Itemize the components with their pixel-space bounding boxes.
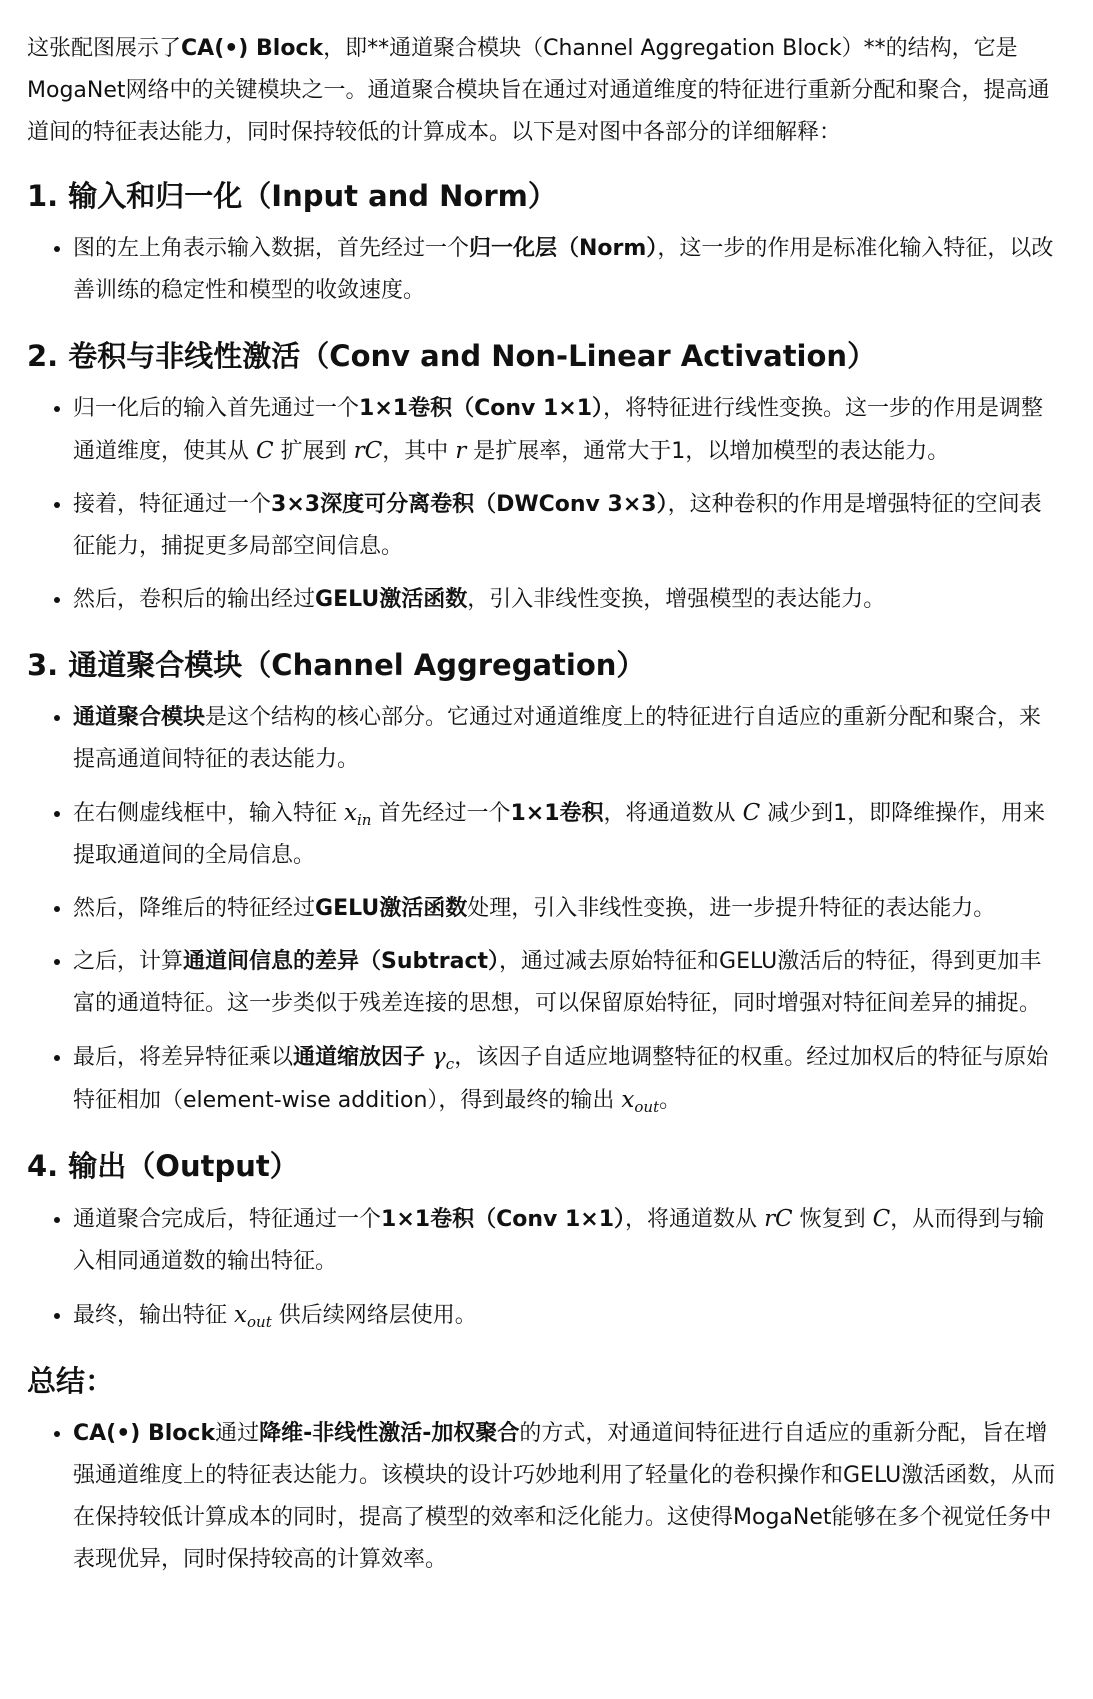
summary-list — [27, 1413, 1057, 1581]
math-symbol: C — [256, 438, 274, 464]
section-heading-conv-activation: 2. 卷积与非线性激活（Conv and Non-Linear Activation） — [27, 339, 877, 373]
item-text: 通道聚合完成后，特征通过一个 — [73, 1207, 382, 1232]
math-base: x — [234, 1302, 247, 1328]
item-text: 之后，计算 — [73, 949, 184, 974]
item-text: 。 — [659, 1088, 682, 1113]
item-text: 恢复到 — [799, 1207, 866, 1232]
section-heading-channel-aggregation: 3. 通道聚合模块（Channel Aggregation） — [27, 648, 646, 682]
item-bold-term: 1×1卷积 — [510, 801, 604, 826]
section-list-output — [27, 1198, 1057, 1337]
item-text: 通过 — [215, 1421, 260, 1446]
section-list-conv-activation — [27, 388, 1057, 621]
item-text: ，将通道数从 — [603, 801, 736, 826]
item-text: ，引入非线性变换，增强模型的表达能力。 — [467, 587, 886, 612]
item-text: 最终，输出特征 — [73, 1303, 228, 1328]
section-list-channel-aggregation — [27, 697, 1057, 1122]
list-item — [73, 792, 1057, 877]
intro-paragraph — [27, 28, 1057, 154]
math-subscript: out — [634, 1098, 660, 1116]
item-text: 最后，将差异特征乘以 — [73, 1045, 294, 1070]
item-bold-term: 通道间信息的差异（Subtract） — [183, 949, 500, 974]
item-text: ，将特征进行线性变换。这一步的作用是调整通道维度，使其从 — [73, 396, 1044, 464]
item-text: 归一化后的输入首先通过一个 — [73, 396, 360, 421]
section-list-input-norm — [27, 228, 1057, 312]
item-text: ，这一步的作用是标准化输入特征，以改善训练的稳定性和模型的收敛速度。 — [73, 236, 1054, 303]
math-symbol: rC — [353, 438, 383, 464]
item-text: 减少到1，即降维操作，用来提取通道间的全局信息。 — [73, 801, 1046, 868]
item-text: ，这种卷积的作用是增强特征的空间表征能力，捕捉更多局部空间信息。 — [73, 492, 1042, 559]
list-item — [73, 697, 1057, 781]
math-base: x — [344, 800, 357, 826]
item-bold-term: 1×1卷积（Conv 1×1） — [381, 1207, 626, 1232]
math-symbol — [234, 1302, 272, 1331]
item-bold-term: GELU激活函数 — [315, 896, 468, 921]
list-item — [73, 388, 1057, 473]
math-symbol — [621, 1087, 660, 1116]
list-item — [73, 1036, 1057, 1122]
intro-bold-term: CA(•) Block — [181, 36, 324, 61]
list-item — [73, 484, 1057, 568]
item-bold-term: 通道聚合模块 — [73, 705, 206, 730]
item-bold-term: 3×3深度可分离卷积（DWConv 3×3） — [271, 492, 668, 517]
intro-text: 这张配图展示了 — [27, 36, 182, 61]
item-text: 处理，引入非线性变换，进一步提升特征的表达能力。 — [467, 896, 996, 921]
math-symbol — [432, 1044, 455, 1073]
math-symbol: rC — [764, 1206, 793, 1232]
item-bold-term: 通道缩放因子 — [293, 1045, 426, 1070]
item-text: ，其中 — [382, 439, 449, 464]
section-heading-output: 4. 输出（Output） — [27, 1149, 299, 1183]
item-text: 在右侧虚线框中，输入特征 — [73, 801, 338, 826]
math-symbol — [344, 800, 372, 829]
item-text: 是扩展率，通常大于1，以增加模型的表达能力。 — [473, 439, 950, 464]
list-item — [73, 579, 1057, 621]
item-text: ，通过减去原始特征和GELU激活后的特征，得到更加丰富的通道特征。这一步类似于残差连接的思想，可以保留原始特征，同时增强对特征间差异的捕捉。 — [73, 949, 1042, 1016]
item-text: 供后续网络层使用。 — [278, 1303, 477, 1328]
section-heading-input-norm: 1. 输入和归一化（Input and Norm） — [27, 179, 557, 213]
math-symbol: C — [742, 800, 761, 826]
item-bold-term: 归一化层（Norm） — [469, 236, 658, 261]
math-symbol: C — [872, 1206, 891, 1232]
math-subscript: in — [357, 811, 372, 829]
list-item — [73, 941, 1057, 1025]
intro-text: ，即**通道聚合模块（Channel Aggregation Block）**的结构，它是MogaNet网络中的关键模块之一。通道聚合模块旨在通过对通道维度的特征进行重新分配和聚合，提高通道间的特征表达能力，同时保持较低的计算成本。以下是对图中各部分的详细解释： — [27, 36, 1050, 145]
math-base: γ — [432, 1044, 446, 1070]
list-item — [73, 1198, 1057, 1283]
item-text: 扩展到 — [280, 439, 347, 464]
summary-heading: 总结： — [27, 1364, 115, 1398]
list-item — [73, 228, 1057, 312]
item-text: 首先经过一个 — [378, 801, 511, 826]
math-symbol: r — [455, 438, 467, 464]
item-text: 的方式，对通道间特征进行自适应的重新分配，旨在增强通道维度上的特征表达能力。该模块的设计巧妙地利用了轻量化的卷积操作和GELU激活函数，从而在保持较低计算成本的同时，提高了模型的效率和泛化能力。这使得MogaNet能够在多个视觉任务中表现优异，同时保持较高的计算效率。 — [73, 1421, 1056, 1572]
item-text: 然后，卷积后的输出经过 — [73, 587, 316, 612]
list-item — [73, 888, 1057, 930]
list-item — [73, 1294, 1057, 1337]
math-subscript: c — [445, 1055, 455, 1073]
item-bold-term: GELU激活函数 — [315, 587, 468, 612]
math-subscript: out — [247, 1313, 272, 1331]
item-bold-term: 降维-非线性激活-加权聚合 — [259, 1421, 520, 1446]
item-bold-term: CA(•) Block — [73, 1421, 216, 1446]
item-text: 接着，特征通过一个 — [73, 492, 272, 517]
item-bold-term: 1×1卷积（Conv 1×1） — [359, 396, 604, 421]
item-text: ，该因子自适应地调整特征的权重。经过加权后的特征与原始特征相加（element-wise addition），得到最终的输出 — [73, 1045, 1049, 1113]
math-base: x — [621, 1087, 635, 1113]
item-text: ，将通道数从 — [625, 1207, 758, 1232]
list-item — [73, 1413, 1057, 1581]
item-text: 是这个结构的核心部分。它通过对通道维度上的特征进行自适应的重新分配和聚合，来提高通道间特征的表达能力。 — [73, 705, 1042, 772]
item-text: ，从而得到与输入相同通道数的输出特征。 — [73, 1207, 1045, 1274]
item-text: 图的左上角表示输入数据，首先经过一个 — [73, 236, 470, 261]
item-text: 然后，降维后的特征经过 — [73, 896, 316, 921]
